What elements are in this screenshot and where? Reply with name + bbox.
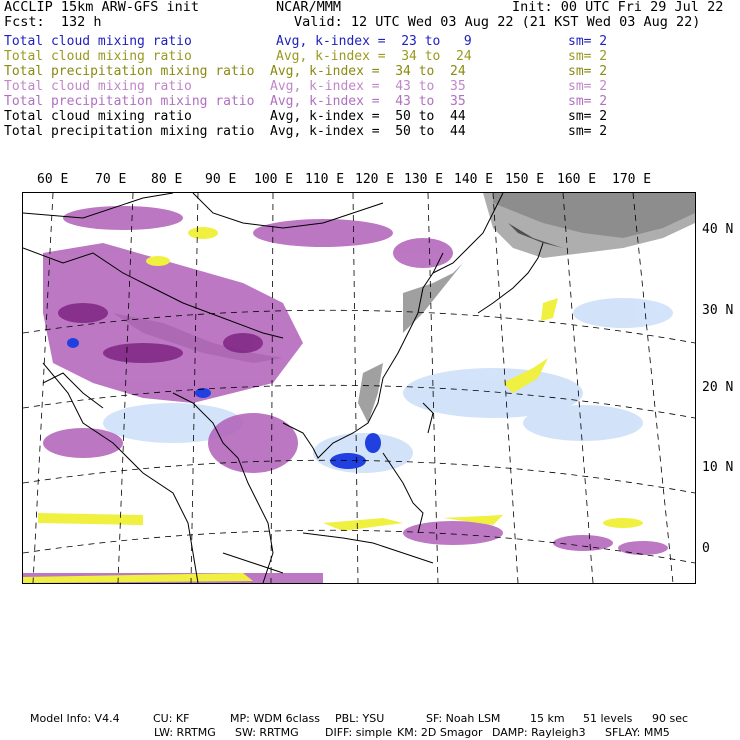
legend-avg: Avg, k-index = 43 to 35: [270, 94, 466, 109]
footer-info-item: PBL: YSU: [335, 712, 385, 725]
legend-field: Total cloud mixing ratio: [4, 109, 192, 124]
footer-info-item: SF: Noah LSM: [426, 712, 501, 725]
footer-info-item: Model Info: V4.4: [30, 712, 120, 725]
legend-avg: Avg, k-index = 43 to 35: [270, 79, 466, 94]
legend-field: Total precipitation mixing ratio: [4, 94, 255, 109]
legend-sm: sm= 2: [568, 34, 608, 49]
map-panel: [22, 192, 696, 584]
footer-info-item: MP: WDM 6class: [230, 712, 320, 725]
center-label: NCAR/MMM: [276, 0, 342, 15]
footer-info-item: DIFF: simple: [325, 726, 393, 739]
footer-info-item: CU: KF: [153, 712, 190, 725]
lon-label: 150 E: [505, 172, 545, 187]
lon-label: 90 E: [205, 172, 237, 187]
legend-avg: Avg, k-index = 50 to 44: [270, 124, 466, 139]
lon-label: 140 E: [454, 172, 494, 187]
lon-label: 70 E: [95, 172, 127, 187]
valid-time: Valid: 12 UTC Wed 03 Aug 22 (21 KST Wed 03 Aug 22): [294, 14, 701, 30]
legend-avg: Avg, k-index = 34 to 24: [276, 49, 472, 64]
lat-label: 0: [702, 541, 710, 556]
lat-label: 10 N: [702, 460, 734, 475]
lon-label: 120 E: [355, 172, 395, 187]
footer-info-item: 51 levels: [583, 712, 633, 725]
lon-label: 80 E: [151, 172, 183, 187]
legend-sm: sm= 2: [568, 124, 608, 139]
legend-avg: Avg, k-index = 50 to 44: [270, 109, 466, 124]
lon-label: 130 E: [404, 172, 444, 187]
legend-sm: sm= 2: [568, 109, 608, 124]
lon-label: 160 E: [557, 172, 597, 187]
legend-field: Total cloud mixing ratio: [4, 34, 192, 49]
lon-label: 100 E: [254, 172, 294, 187]
legend-field: Total cloud mixing ratio: [4, 49, 192, 64]
legend-sm: sm= 2: [568, 64, 608, 79]
lat-label: 30 N: [702, 303, 734, 318]
footer-info-item: SW: RRTMG: [235, 726, 299, 739]
legend-sm: sm= 2: [568, 94, 608, 109]
footer-info-item: 15 km: [530, 712, 565, 725]
model-title: ACCLIP 15km ARW-GFS init: [4, 0, 200, 15]
legend-avg: Avg, k-index = 23 to 9: [276, 34, 472, 49]
lon-label: 60 E: [37, 172, 69, 187]
lon-label: 110 E: [305, 172, 345, 187]
legend-field: Total precipitation mixing ratio: [4, 124, 255, 139]
lat-label: 20 N: [702, 380, 734, 395]
lat-label: 40 N: [702, 222, 734, 237]
legend-sm: sm= 2: [568, 49, 608, 64]
legend-sm: sm= 2: [568, 79, 608, 94]
footer-info-item: SFLAY: MM5: [605, 726, 670, 739]
legend-field: Total cloud mixing ratio: [4, 79, 192, 94]
legend-avg: Avg, k-index = 34 to 24: [270, 64, 466, 79]
init-time: Init: 00 UTC Fri 29 Jul 22: [512, 0, 724, 15]
footer-info-item: 90 sec: [652, 712, 689, 725]
legend-field: Total precipitation mixing ratio: [4, 64, 255, 79]
footer-info-item: KM: 2D Smagor: [397, 726, 483, 739]
lon-label: 170 E: [612, 172, 652, 187]
footer-info-item: DAMP: Rayleigh3: [492, 726, 586, 739]
map-canvas: [23, 193, 695, 583]
forecast-hour: Fcst: 132 h: [4, 14, 102, 30]
footer-info-item: LW: RRTMG: [154, 726, 216, 739]
